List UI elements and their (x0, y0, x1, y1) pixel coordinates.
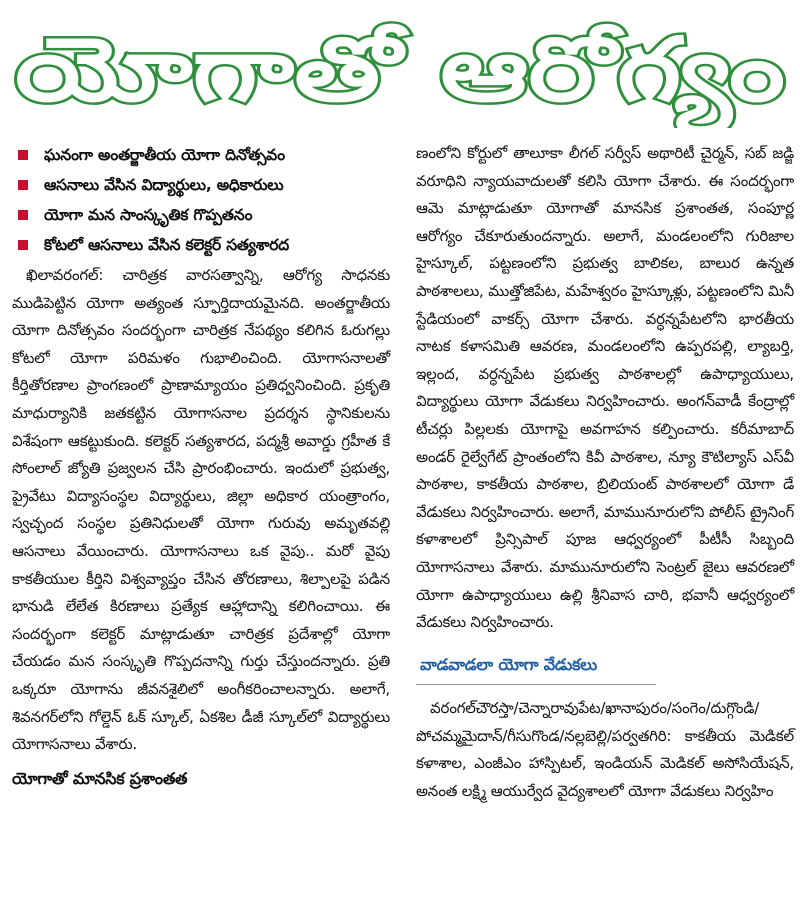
left-column (12, 140, 390, 794)
square-bullet-icon (18, 150, 28, 160)
article-body-right: ణంలోని కోర్టులో తాలూకా లీగల్ సర్వీస్ అథారిటీ చైర్మన్, సబ్ జడ్జి వరూధిని న్యాయవాదులతో కలిసి యోగా చేశారు. ఈ సందర్భంగా ఆమె మాట్లాడుతూ యోగాతో మానసిక ప్రశాంతత, సంపూర్ణ ఆరోగ్యం చేకూరుతుందన్నారు. అలాగే, మండలంలోని గురిజాల హైస్కూల్, పట్టణంలోని ప్రభుత్వ బాలికల, బాలుర ఉన్నత పాఠశాలలు, ముత్తోజిపేట, మహేశ్వరం హైస్కూళ్లు, పట్టణంలోని మినీ స్టేడియంలో వాకర్స్ యోగా చేశారు. వర్ధన్నపేటలోని భారతీయ నాటక కళాసమితి ఆవరణ, మండలంలోని ఉప్పరపల్లి, ల్యాబర్తి, ఇల్లంద, వర్ధన్నపేట ప్రభుత్వ పాఠశాలల్లో ఉపాధ్యాయులు, విద్యార్థులు యోగా వేడుకలు నిర్వహించారు. అంగన్‌వాడీ కేంద్రాల్లో టీచర్లు పిల్లలకు యోగాపై అవగాహన కల్పించారు. కరీమాబాద్ అండర్ రైల్వేగేట్ ప్రాంతంలోని కివీ పాఠశాల, న్యూ కౌటిల్యాస్ ఎస్‌వీ పాఠశాల, కాకతీయ పాఠశాల, బ్రిలియంట్ పాఠశాలలో యోగా డే వేడుకలు నిర్వహించారు. అలాగే, మామునూరులోని పోలీస్ ట్రైనింగ్ కళాశాలలో ప్రిన్సిపాల్ పూజ ఆధ్వర్యంలో పీటీసీ సిబ్బంది యోగాసనాలు వేశారు. మామునూరులోని సెంట్రల్ జైలు ఆవరణలో యోగా ఉపాధ్యాయులు ఉల్లి శ్రీనివాస చారి, భవానీ ఆధ్వర్యంలో వేడుకలు నిర్వహించారు. (416, 144, 794, 632)
highlights-list (12, 140, 390, 260)
section-heading-celebrations: వాడవాడలా యోగా వేడుకలు (420, 654, 597, 674)
headline: యోగాతో ఆరోగ్యం (15, 18, 629, 121)
square-bullet-icon (18, 240, 28, 250)
square-bullet-icon (18, 210, 28, 220)
highlight-item (12, 170, 390, 200)
article-body-right-2: వరంగల్‌చౌరస్తా/చెన్నారావుపేట/ఖానాపురం/సంగెం/దుగ్గొండి/పోచమ్మమైదాన్/గీసుగొండ/నల్లబెల్లి/పర్వతగిరి: కాకతీయ మెడికల్ కళాశాల, ఎంజీఎం హాస్పిటల్, ఇండియన్ మెడికల్ అసోసియేషన్, అనంత లక్ష్మి ఆయుర్వేద వైద్యశాలలో యోగా వేడుకలు నిర్వహిం (416, 699, 794, 801)
highlight-text: కోటలో ఆసనాలు వేసిన కలెక్టర్ సత్యశారద (44, 236, 290, 254)
highlight-text: యోగా మన సాంస్కృతిక గొప్పతనం (44, 206, 253, 224)
right-column (416, 140, 794, 806)
section-heading-mental-peace: యోగాతో మానసిక ప్రశాంతత (12, 768, 188, 788)
highlight-text: ఘనంగా అంతర్జాతీయ యోగా దినోత్సవం (44, 146, 285, 164)
headline-banner (0, 0, 800, 128)
highlight-item (12, 230, 390, 260)
square-bullet-icon (18, 180, 28, 190)
headline-svg (0, 0, 800, 128)
section-divider (416, 684, 656, 685)
highlight-text: ఆసనాలు వేసిన విద్యార్థులు, అధికారులు (44, 176, 284, 194)
article-body-left: ఖిలావరంగల్: చారిత్రక వారసత్వాన్ని, ఆరోగ్య సాధనకు ముడిపెట్టిన యోగా అత్యంత స్ఫూర్తిదాయమైనది. అంతర్జాతీయ యోగా దినోత్సవం సందర్భంగా చారిత్రక నేపథ్యం కలిగిన ఓరుగల్లు కోటలో యోగా పరిమళం గుభాలించింది. యోగాసనాలతో కీర్తితోరణాల ప్రాంగణంలో ప్రాణామ్యాయం ప్రతిధ్వనించింది. ప్రకృతి మాధుర్యానికి జతకట్టిన యోగాసనాల ప్రదర్శన స్థానికులను విశేషంగా ఆకట్టుకుంది. కలెక్టర్ సత్యశారద, పద్మశ్రీ అవార్డు గ్రహీత కే సోంలాల్ జ్యోతి ప్రజ్వలన చేసి ప్రారంభించారు. ఇందులో ప్రభుత్వ, ప్రైవేటు విద్యాసంస్థల విద్యార్థులు, జిల్లా అధికార యంత్రాంగం, స్వచ్ఛంద సంస్థల ప్రతినిధులతో యోగా గురువు అమృతవల్లి ఆసనాలు వేయించారు. యోగాసనాలు ఒక వైపు.. మరో వైపు కాకతీయుల కీర్తిని విశ్వవ్యాప్తం చేసిన తోరణాలు, శిల్పాలపై పడిన భానుడి లేలేత కిరణాలు ప్రత్యేక ఆహ్లాదాన్ని కలిగించాయి. ఈ సందర్భంగా కలెక్టర్ మాట్లాడుతూ చారిత్రక ప్రదేశాల్లో యోగా చేయడం మన సంస్కృతి గొప్పదనాన్ని గుర్తు చేస్తుందన్నారు. ప్రతి ఒక్కరూ యోగాను జీవనశైలిలో అంగీకరించాలన్నారు. అలాగే, శివనగర్‌లోని గోల్డెన్ ఓక్ స్కూల్, ఏకశిల డీజీ స్కూల్‌లో విద్యార్థులు యోగాసనాలు వేశారు. (12, 266, 390, 754)
highlight-item (12, 140, 390, 170)
highlight-item (12, 200, 390, 230)
